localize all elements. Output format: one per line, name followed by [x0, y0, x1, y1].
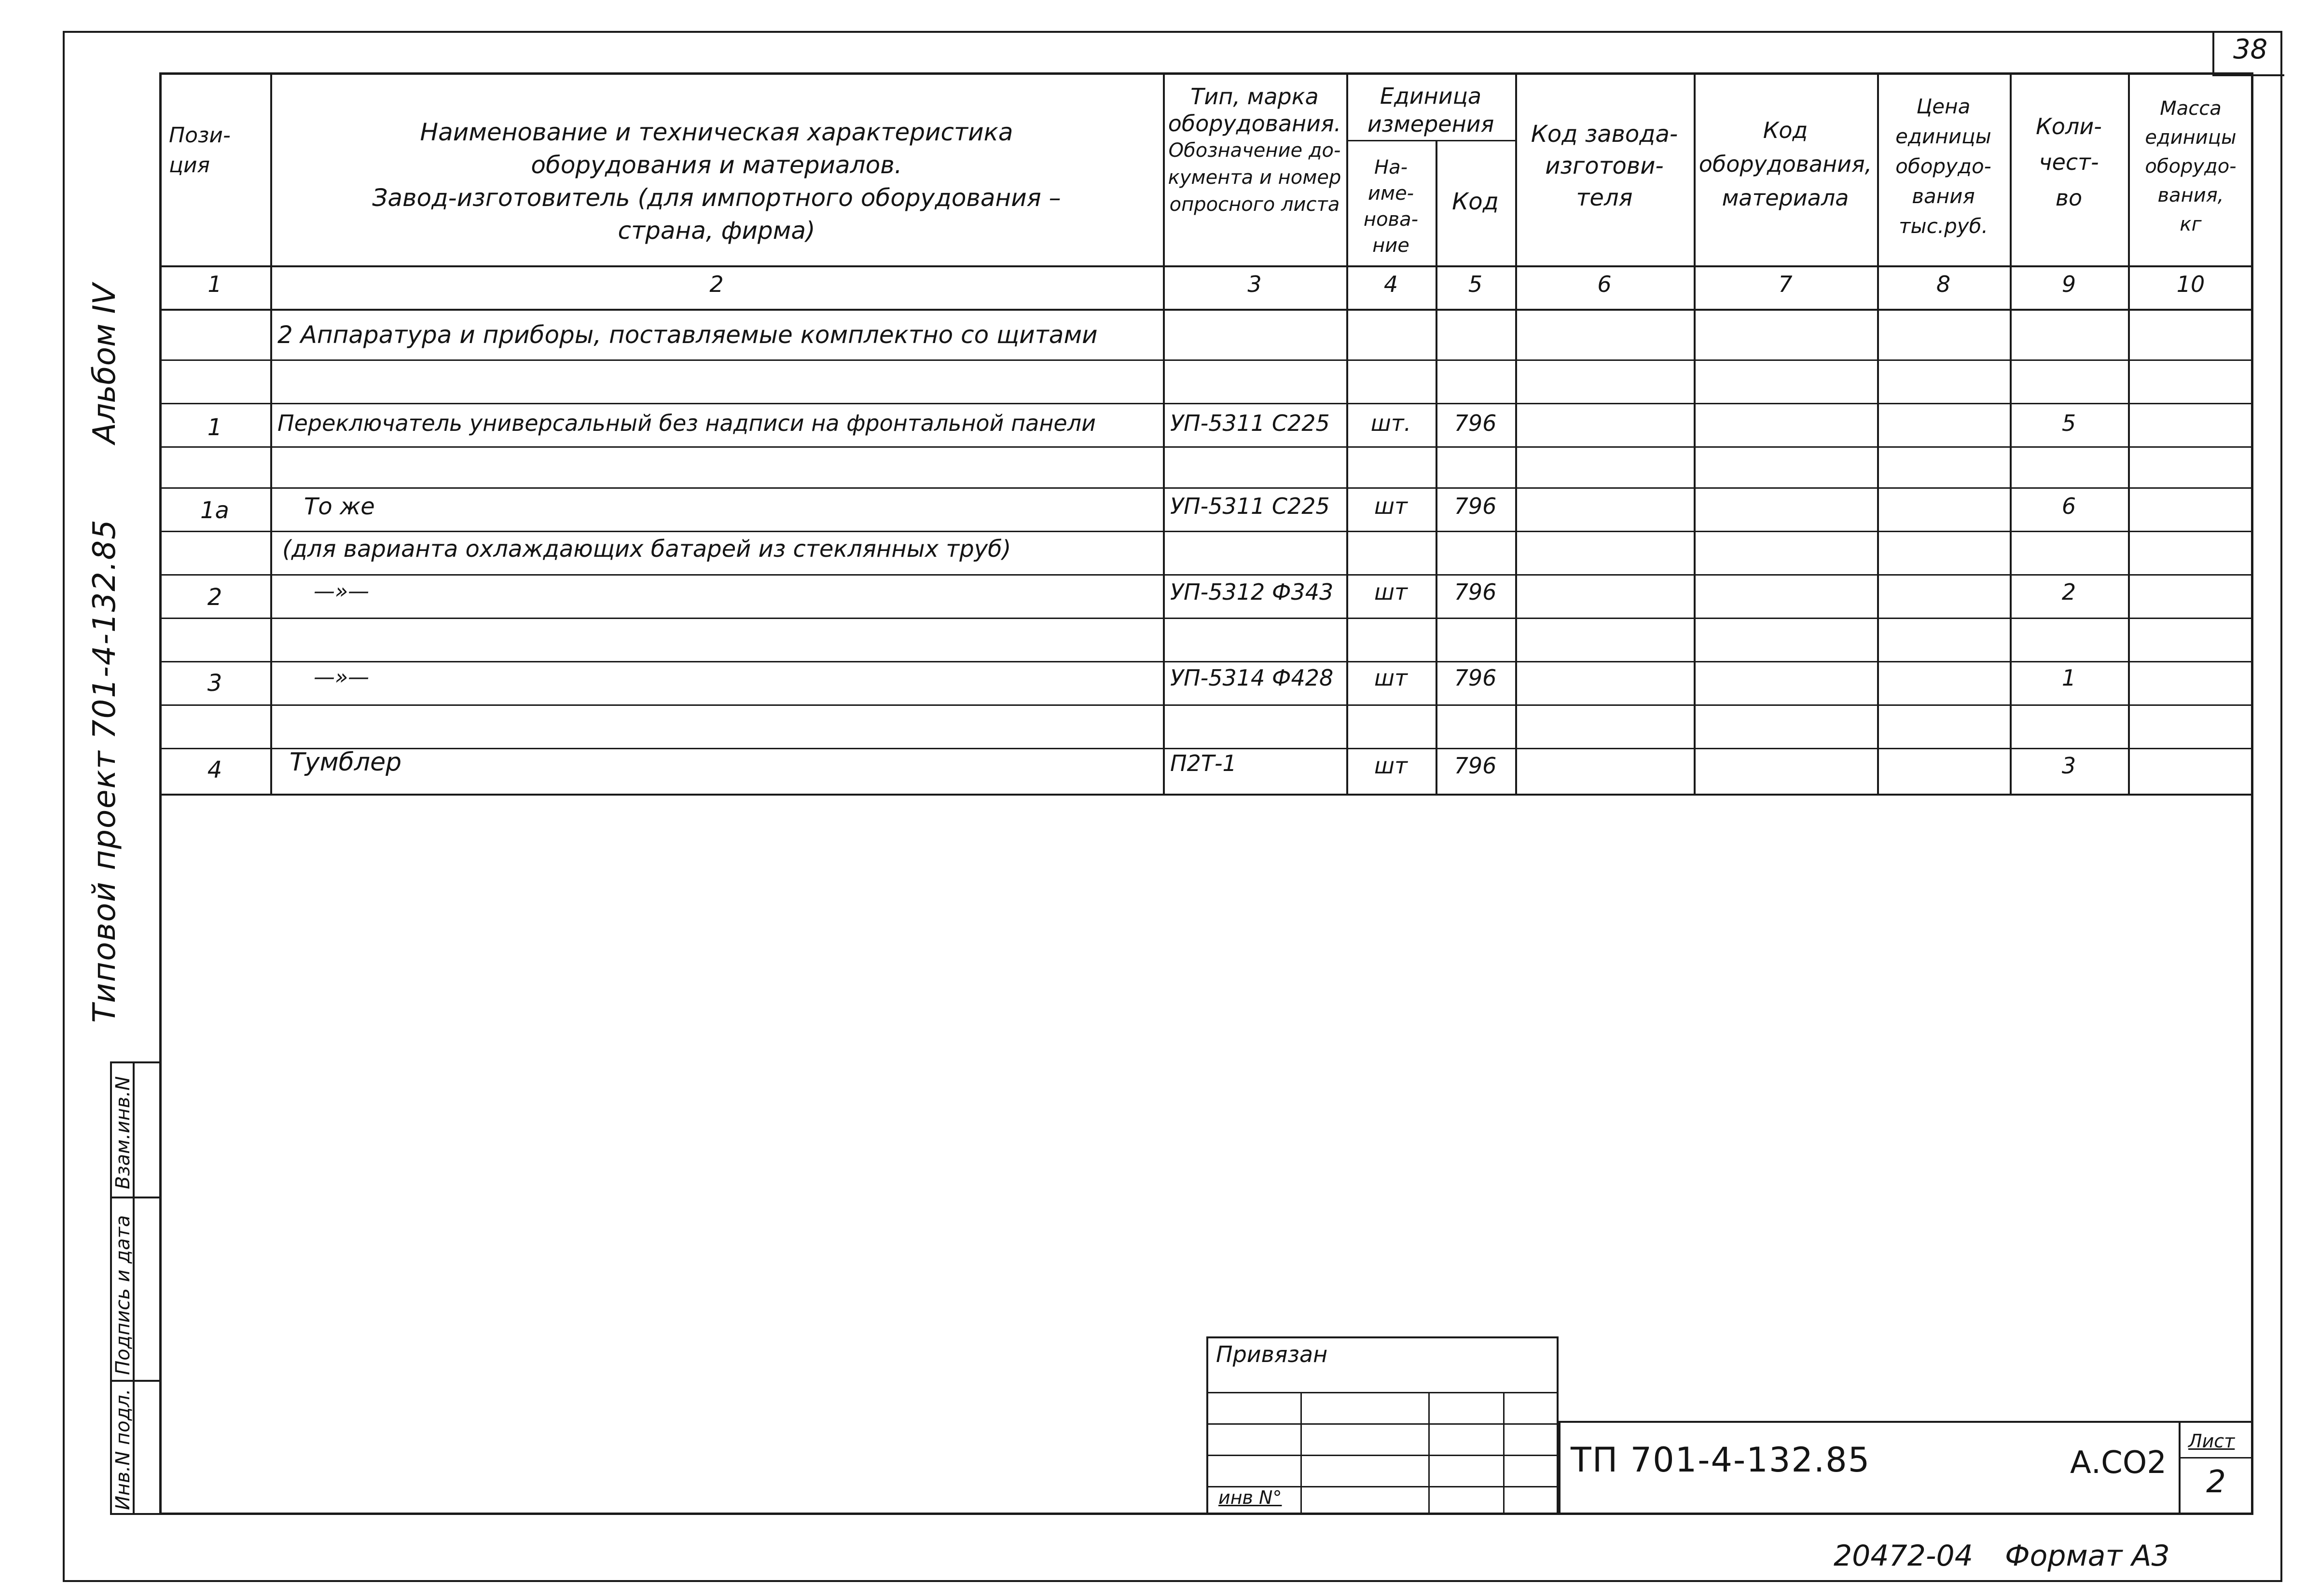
row-name: То же	[304, 493, 375, 520]
table-bottom-line	[159, 794, 2253, 796]
binding-line	[1206, 1455, 1559, 1456]
row-qty: 2	[2061, 579, 2076, 605]
row-name: (для варианта охлаждающих батарей из стеклянных труб)	[282, 536, 1011, 563]
table-top-line	[159, 72, 2253, 74]
header-name: Наименование и техническая характеристика оборудования и материалов. Завод-изготовитель (для импортного оборудования – страна, фирма)	[372, 118, 1061, 245]
header-equipment-code: Код оборудования, материала	[1699, 117, 1872, 211]
title-block-top	[1559, 1421, 2253, 1423]
header-unit-group: Единица измерения	[1367, 83, 1494, 137]
colnum-bottom-line	[159, 309, 2253, 311]
row-name: —»—	[314, 665, 370, 689]
row-line	[159, 704, 2253, 706]
col-number: 8	[1936, 271, 1951, 297]
row-line	[159, 748, 2253, 749]
header-quantity: Коли- чест- во	[2036, 113, 2102, 211]
corner-number: 38	[2233, 34, 2268, 65]
row-type: П2Т-1	[1170, 750, 1237, 776]
left-stamp-divider	[110, 1380, 161, 1382]
stamp-inv-podl: Инв.N подл.	[112, 1389, 134, 1510]
row-unit: шт	[1374, 753, 1408, 779]
section-title: 2 Аппаратура и приборы, поставляемые комплектно со щитами	[277, 321, 1098, 349]
col-number: 2	[709, 271, 724, 297]
col-number: 7	[1778, 271, 1793, 297]
row-qty: 5	[2061, 410, 2076, 436]
row-code: 796	[1454, 753, 1497, 779]
sheet-number: 2	[2206, 1464, 2226, 1500]
row-line	[159, 359, 2253, 361]
col-number: 4	[1383, 271, 1398, 297]
row-name: Переключатель универсальный без надписи на фронтальной панели	[277, 410, 1096, 436]
footer-format: Формат А3	[2005, 1539, 2170, 1573]
row-unit: шт.	[1370, 410, 1411, 436]
binding-line	[1206, 1392, 1559, 1393]
col-number: 9	[2061, 271, 2076, 297]
row-pos: 2	[207, 584, 222, 611]
side-label-album: Альбом IV	[87, 283, 123, 444]
row-name: Тумблер	[290, 748, 402, 777]
row-code: 796	[1454, 665, 1497, 691]
row-line	[159, 574, 2253, 576]
binding-line	[1206, 1423, 1559, 1425]
row-code: 796	[1454, 410, 1497, 436]
row-line	[159, 618, 2253, 619]
col-number: 1	[207, 271, 222, 297]
row-type: УП-5311 С225	[1170, 410, 1330, 436]
stamp-vzam-inv: Взам.инв.N	[112, 1076, 134, 1189]
sheet-label: Лист	[2188, 1431, 2235, 1452]
sheet-cell-divider	[2179, 1457, 2253, 1458]
row-qty: 1	[2061, 665, 2076, 691]
row-qty: 6	[2061, 493, 2076, 519]
row-unit: шт	[1374, 493, 1408, 519]
header-type: Тип, марка оборудования. Обозначение до- кумента и номер опросного листа	[1168, 83, 1341, 216]
side-label-project: Типовой проект 701-4-132.85	[87, 519, 123, 1023]
binding-line	[1428, 1392, 1430, 1515]
row-pos: 3	[207, 670, 222, 697]
header-mass: Масса единицы оборудо- вания, кг	[2145, 97, 2237, 235]
header-pos: Пози- ция	[169, 123, 231, 178]
row-pos: 4	[207, 757, 222, 784]
doc-mark: А.СО2	[2070, 1445, 2167, 1481]
row-pos: 1а	[200, 497, 229, 524]
binding-inv-label: инв N°	[1218, 1487, 1282, 1508]
row-pos: 1	[207, 414, 222, 441]
row-line	[159, 487, 2253, 489]
row-unit: шт	[1374, 665, 1408, 691]
footer-order: 20472-04	[1834, 1539, 1973, 1573]
header-bottom-line	[159, 265, 2253, 267]
header-unit-code: Код	[1452, 188, 1499, 215]
row-type: УП-5314 Ф428	[1170, 665, 1334, 691]
binding-line	[1300, 1392, 1302, 1515]
row-code: 796	[1454, 579, 1497, 605]
col-line	[1436, 140, 1437, 794]
col-number: 5	[1468, 271, 1483, 297]
row-line	[159, 403, 2253, 404]
row-line	[159, 446, 2253, 448]
left-stamp-divider	[110, 1197, 161, 1198]
col-number: 10	[2176, 271, 2205, 297]
header-factory-code: Код завода- изготови- теля	[1531, 121, 1678, 211]
binding-line	[1503, 1392, 1505, 1515]
col-number: 3	[1247, 271, 1262, 297]
title-block-left	[1559, 1421, 1560, 1515]
row-name: —»—	[314, 579, 370, 604]
row-type: УП-5312 Ф343	[1170, 579, 1334, 605]
binding-stamp-title: Привязан	[1216, 1341, 1328, 1367]
row-line	[159, 661, 2253, 662]
col-number: 6	[1597, 271, 1612, 297]
row-type: УП-5311 С225	[1170, 493, 1330, 519]
unit-group-line	[1346, 140, 1515, 141]
header-unit-name: На- име- нова- ние	[1363, 156, 1419, 257]
row-code: 796	[1454, 493, 1497, 519]
row-qty: 3	[2061, 753, 2076, 779]
row-line	[159, 531, 2253, 532]
row-unit: шт	[1374, 579, 1408, 605]
doc-number: ТП 701-4-132.85	[1571, 1440, 1871, 1480]
header-price: Цена единицы оборудо- вания тыс.руб.	[1895, 95, 1991, 238]
stamp-podpis-data: Подпись и дата	[112, 1215, 134, 1375]
